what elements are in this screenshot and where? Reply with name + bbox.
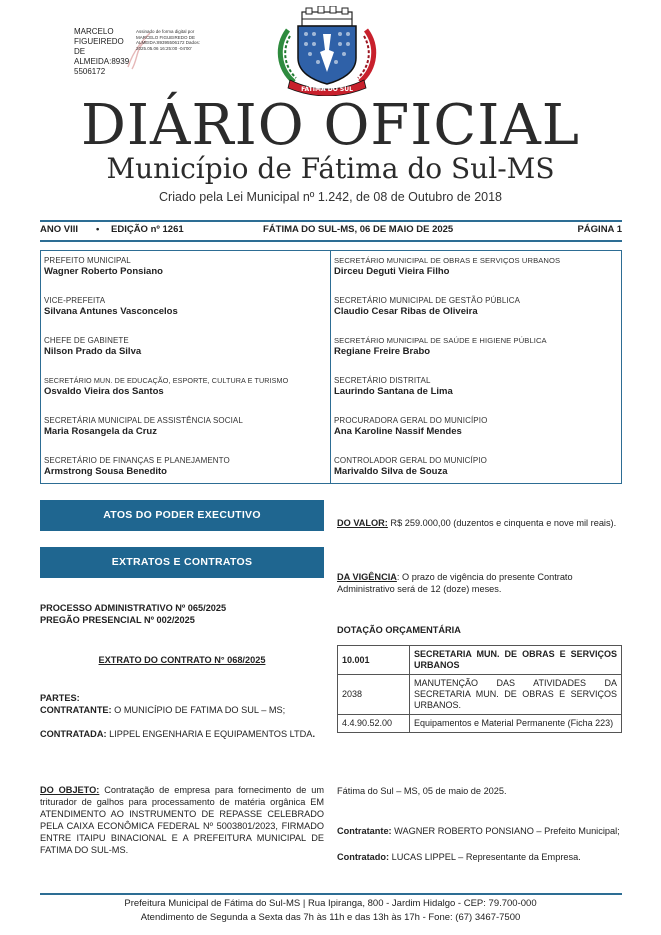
staff-name: Wagner Roberto Ponsiano bbox=[44, 266, 163, 277]
budget-desc: MANUTENÇÃO DAS ATIVIDADES DA SECRETARIA MUN. DE OBRAS E SERVIÇOS URBANOS. bbox=[410, 675, 622, 715]
staff-entry bbox=[334, 335, 619, 375]
staff-entry bbox=[44, 295, 329, 335]
staff-role: SECRETÁRIO DISTRITAL bbox=[334, 376, 431, 385]
staff-name: Armstrong Sousa Benedito bbox=[44, 466, 167, 477]
signature-details: Assinado de forma digital por MARCELO FIGUEIREDO DE ALMEIDA:89395506172 Dados: 2025.05.06 16:25:00 -04'00' bbox=[136, 29, 201, 51]
contratada-text: LIPPEL ENGENHARIA E EQUIPAMENTOS LTDA bbox=[106, 729, 313, 739]
staff-name: Laurindo Santana de Lima bbox=[334, 386, 453, 397]
staff-entry bbox=[334, 255, 619, 295]
edition-year: ANO VIII bbox=[40, 224, 79, 235]
staff-entry bbox=[334, 455, 619, 495]
signer-contratante bbox=[337, 825, 622, 837]
valor-text: R$ 259.000,00 (duzentos e cinquenta e nove mil reais). bbox=[387, 518, 617, 528]
edition-bullet: • bbox=[96, 224, 100, 235]
table-row bbox=[338, 646, 622, 675]
footer-hours: Atendimento de Segunda a Sexta das 7h às 11h e das 13h às 17h - Fone: (67) 3467-7500 bbox=[140, 912, 521, 923]
budget-desc: SECRETARIA MUN. DE OBRAS E SERVIÇOS URBANOS bbox=[410, 646, 622, 675]
staff-entry bbox=[44, 415, 329, 455]
staff-role: SECRETÁRIA MUNICIPAL DE ASSISTÊNCIA SOCIAL bbox=[44, 416, 243, 425]
staff-name: Osvaldo Vieira dos Santos bbox=[44, 386, 164, 397]
municipal-staff-box bbox=[40, 250, 622, 484]
staff-divider bbox=[330, 251, 331, 483]
objeto-paragraph bbox=[40, 784, 324, 856]
staff-name: Nilson Prado da Silva bbox=[44, 346, 142, 357]
staff-entry bbox=[334, 415, 619, 455]
municipality-subtitle: Município de Fátima do Sul-MS bbox=[106, 152, 555, 185]
signer2-label: Contratado: bbox=[337, 852, 390, 862]
edition-page: PÁGINA 1 bbox=[577, 224, 622, 235]
publication-title: DIÁRIO OFICIAL bbox=[81, 93, 580, 158]
digital-signature bbox=[74, 27, 201, 76]
contratante-paragraph bbox=[40, 704, 324, 716]
staff-name: Dirceu Deguti Vieira Filho bbox=[334, 266, 450, 277]
staff-entry bbox=[44, 455, 329, 495]
extract-title: EXTRATO DO CONTRATO N° 068/2025 bbox=[98, 655, 266, 665]
signer1-label: Contratante: bbox=[337, 826, 392, 836]
budget-code: 10.001 bbox=[338, 646, 410, 675]
contratante-label: CONTRATANTE: bbox=[40, 705, 112, 715]
signer-name: MARCELO FIGUEIREDO DE ALMEIDA:8939 5506172 bbox=[74, 27, 130, 76]
staff-name: Ana Karoline Nassif Mendes bbox=[334, 426, 462, 437]
footer-rule bbox=[40, 893, 622, 895]
staff-role: SECRETÁRIO DE FINANÇAS E PLANEJAMENTO bbox=[44, 456, 230, 465]
objeto-label: DO OBJETO: bbox=[40, 785, 100, 795]
contratada-label: CONTRATADA: bbox=[40, 729, 107, 739]
vigencia-label: DA VIGÊNCIA bbox=[337, 572, 397, 582]
edition-number: EDIÇÃO nº 1261 bbox=[111, 224, 184, 235]
contratante-text: O MUNICÍPIO DE FATIMA DO SUL – MS; bbox=[111, 705, 286, 715]
staff-role: PREFEITO MUNICIPAL bbox=[44, 256, 131, 265]
staff-role: CONTROLADOR GERAL DO MUNICÍPIO bbox=[334, 456, 487, 465]
budget-desc: Equipamentos e Material Permanente (Ficha 223) bbox=[410, 715, 622, 733]
signing-place-date: Fátima do Sul – MS, 05 de maio de 2025. bbox=[337, 786, 507, 796]
table-row bbox=[338, 715, 622, 733]
budget-table bbox=[337, 645, 622, 733]
section-banner-extracts: EXTRATOS E CONTRATOS bbox=[40, 547, 324, 578]
staff-role: CHEFE DE GABINETE bbox=[44, 336, 129, 345]
staff-entry bbox=[334, 295, 619, 335]
staff-name: Silvana Antunes Vasconcelos bbox=[44, 306, 178, 317]
vigencia-paragraph bbox=[337, 571, 622, 595]
staff-entry bbox=[44, 375, 329, 415]
budget-code: 2038 bbox=[338, 675, 410, 715]
staff-role: SECRETÁRIO MUNICIPAL DE GESTÃO PÚBLICA bbox=[334, 296, 521, 305]
header-rule-bottom bbox=[40, 240, 622, 242]
signer-contratado bbox=[337, 851, 622, 863]
signer1-text: WAGNER ROBERTO PONSIANO – Prefeito Municipal; bbox=[391, 826, 620, 836]
staff-entry bbox=[44, 335, 329, 375]
edition-bar bbox=[40, 224, 622, 238]
staff-name: Marivaldo Silva de Souza bbox=[334, 466, 448, 477]
table-row bbox=[338, 675, 622, 715]
contratada-end: . bbox=[312, 729, 315, 739]
contratada-paragraph bbox=[40, 728, 324, 740]
staff-role: VICE-PREFEITA bbox=[44, 296, 106, 305]
footer-address: Prefeitura Municipal de Fátima do Sul-MS | Rua Ipiranga, 800 - Jardim Hidalgo - CEP: 79.700-000 bbox=[124, 898, 537, 909]
pregao-number: PREGÃO PRESENCIAL Nº 002/2025 bbox=[40, 615, 195, 625]
dotacao-title: DOTAÇÃO ORÇAMENTÁRIA bbox=[337, 625, 461, 635]
staff-name: Regiane Freire Brabo bbox=[334, 346, 431, 357]
staff-entry bbox=[44, 255, 329, 295]
valor-label: DO VALOR: bbox=[337, 518, 388, 528]
parties-label: PARTES: bbox=[40, 693, 80, 703]
objeto-text: Contratação de empresa para fornecimento de um triturador de galhos para processamento de matéria orgânica EM ATENDIMENTO AO INSTRUMENTO DE REPASSE CELEBRADO PELA CAIXA ECONÔMICA FEDERAL Nº 5003801/2023, FIRMADO ENTRE ITAIPU BINACIONAL E A PREFEITURA MUNICIPAL DE FATIMA DO SUL-MS. bbox=[40, 785, 324, 855]
creation-law: Criado pela Lei Municipal nº 1.242, de 08 de Outubro de 2018 bbox=[159, 190, 502, 204]
valor-paragraph bbox=[337, 517, 622, 529]
budget-code: 4.4.90.52.00 bbox=[338, 715, 410, 733]
staff-name: Claudio Cesar Ribas de Oliveira bbox=[334, 306, 478, 317]
signer2-text: LUCAS LIPPEL – Representante da Empresa. bbox=[389, 852, 581, 862]
staff-entry bbox=[334, 375, 619, 415]
vigencia-text: : O prazo de vigência do presente Contrato Administrativo será de 12 (doze) meses. bbox=[337, 572, 573, 594]
staff-role: SECRETÁRIO MUNICIPAL DE SAÚDE E HIGIENE PÚBLICA bbox=[334, 336, 547, 345]
staff-role: SECRETÁRIO MUN. DE EDUCAÇÃO, ESPORTE, CULTURA E TURISMO bbox=[44, 376, 289, 385]
municipal-coat-of-arms-icon bbox=[268, 6, 386, 96]
staff-name: Maria Rosangela da Cruz bbox=[44, 426, 157, 437]
staff-role: PROCURADORA GERAL DO MUNICÍPIO bbox=[334, 416, 488, 425]
header-rule-top bbox=[40, 220, 622, 222]
process-number: PROCESSO ADMINISTRATIVO Nº 065/2025 bbox=[40, 603, 227, 613]
section-banner-executive: ATOS DO PODER EXECUTIVO bbox=[40, 500, 324, 531]
edition-place-date: FÁTIMA DO SUL-MS, 06 DE MAIO DE 2025 bbox=[263, 224, 454, 235]
crest-banner-text: FATIMA DO SUL bbox=[301, 86, 353, 93]
staff-role: SECRETÁRIO MUNICIPAL DE OBRAS E SERVIÇOS URBANOS bbox=[334, 256, 561, 265]
